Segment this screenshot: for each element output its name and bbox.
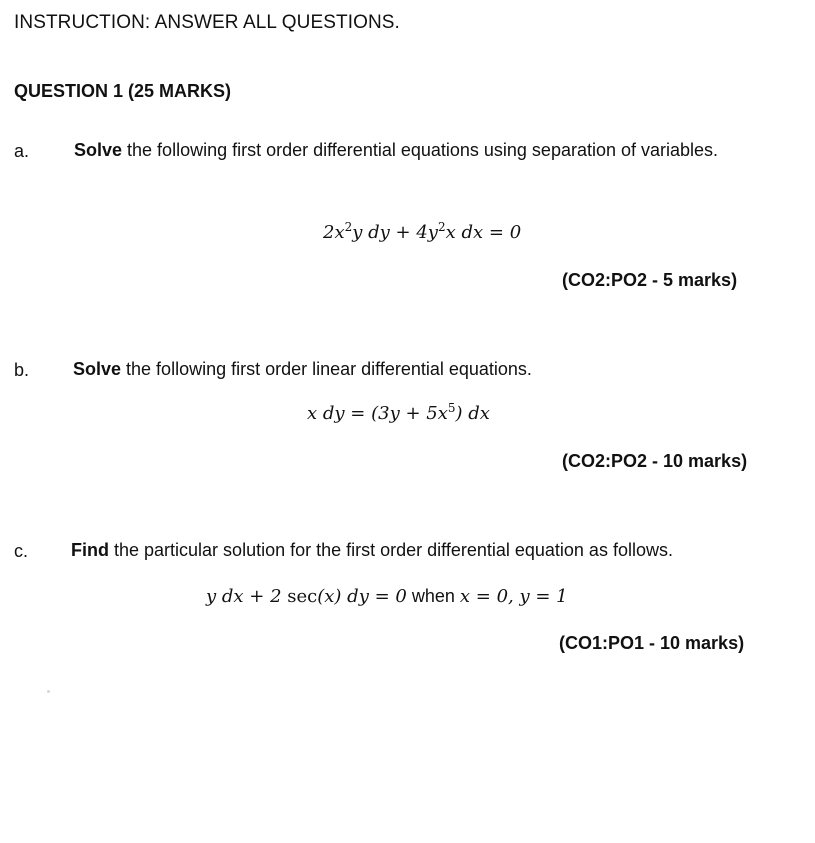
part-a-equation: $2x^2y$ dy + $4y^2x$ dx = 0 — [323, 220, 522, 243]
part-a-text — [74, 133, 784, 167]
part-b-marks: (CO2:PO2 - 10 marks) — [562, 451, 748, 471]
part-c-marks: (CO1:PO1 - 10 marks) — [559, 633, 745, 653]
part-b-label: b. — [14, 360, 30, 380]
question-title: QUESTION 1 (25 MARKS) — [14, 81, 232, 101]
part-c-label: c. — [14, 541, 29, 561]
part-c-keyword: Find — [71, 540, 109, 560]
part-a-instruction: the following first order differential equations using separation of variables. — [122, 140, 719, 160]
part-b-equation: x dy = $(3y + 5x^5)$ dx — [307, 401, 490, 424]
part-c-instruction: the particular solution for the first order differential equation as follows. — [109, 540, 673, 560]
part-b-text — [73, 352, 532, 386]
part-a-label: a. — [14, 141, 30, 161]
part-b-keyword: Solve — [73, 359, 122, 379]
instruction-text: INSTRUCTION: ANSWER ALL QUESTIONS. — [14, 12, 400, 33]
part-c-text — [71, 533, 673, 567]
paper-speck — [47, 690, 50, 693]
part-a-keyword: Solve — [74, 140, 123, 160]
part-c-equation: y dx + 2 sec(x) dy = 0 when x = 0, y = 1 — [206, 586, 568, 607]
part-b-instruction: the following first order linear differential equations. — [121, 359, 532, 379]
part-a-marks: (CO2:PO2 - 5 marks) — [562, 270, 738, 290]
